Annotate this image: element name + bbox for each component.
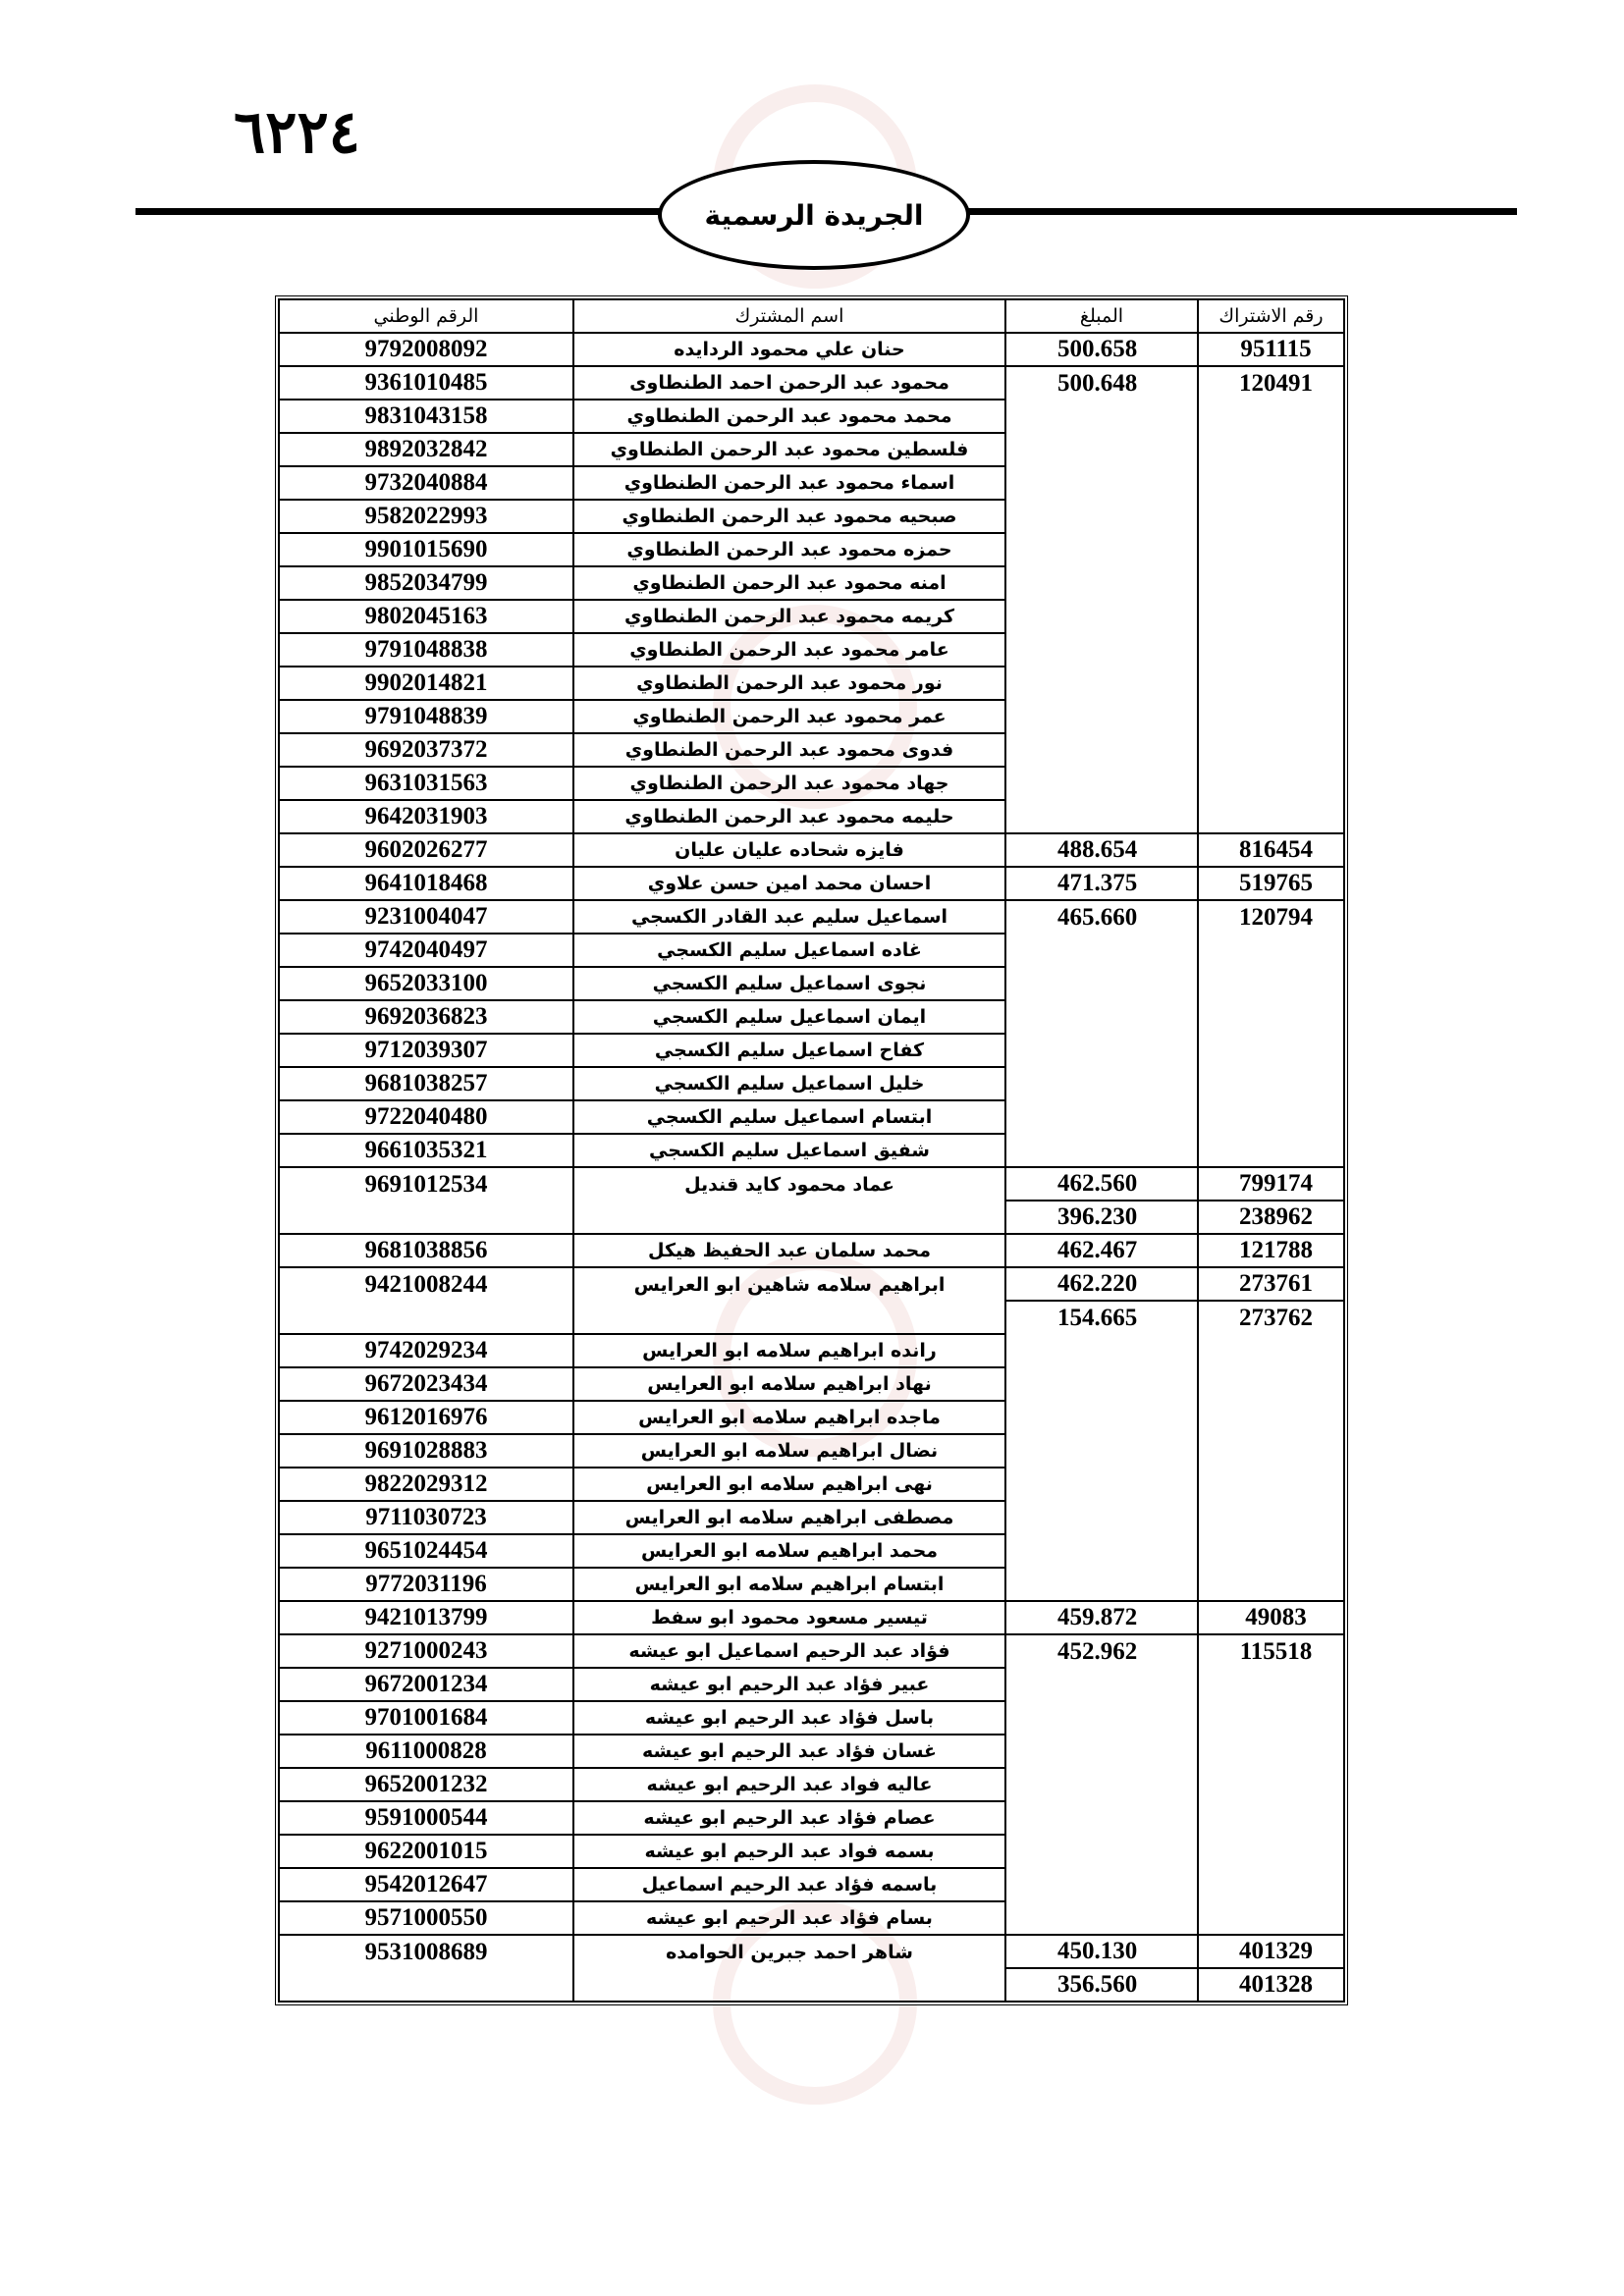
table-row: [280, 501, 1345, 534]
subscriber-name-cell: شاهر احمد جبرين الحوامده: [574, 1936, 1006, 1969]
subscriber-name-cell: عاليه فواد عبد الرحيم ابو عيشه: [574, 1769, 1006, 1802]
table-row: [280, 1836, 1345, 1869]
subscription-number-cell: 401329: [1199, 1936, 1345, 1969]
amount-cell: [1006, 1836, 1199, 1869]
national-id-cell: 9602026277: [280, 834, 574, 868]
amount-cell: [1006, 1468, 1199, 1502]
subscription-number-cell: 120794: [1199, 901, 1345, 934]
subscription-number-cell: 799174: [1199, 1168, 1345, 1201]
subscription-number-cell: 121788: [1199, 1235, 1345, 1268]
national-id-cell: 9681038257: [280, 1068, 574, 1101]
table-row: [280, 1869, 1345, 1902]
national-id-cell: 9361010485: [280, 367, 574, 400]
subscriber-name-cell: ابراهيم سلامه شاهين ابو العرايس: [574, 1268, 1006, 1302]
national-id-cell: 9772031196: [280, 1569, 574, 1602]
table-row: [280, 1769, 1345, 1802]
subscription-number-cell: [1199, 434, 1345, 467]
subscriber-name-cell: محمد ابراهيم سلامه ابو العرايس: [574, 1535, 1006, 1569]
subscriber-name-cell: بسمه فواد عبد الرحيم ابو عيشه: [574, 1836, 1006, 1869]
header-oval: [658, 160, 970, 270]
subscription-number-cell: [1199, 1769, 1345, 1802]
subscriber-name-cell: عبير فؤاد عبد الرحيم ابو عيشه: [574, 1669, 1006, 1702]
subscriber-name-cell: غسان فؤاد عبد الرحيم ابو عيشه: [574, 1735, 1006, 1769]
amount-cell: 462.560: [1006, 1168, 1199, 1201]
national-id-cell: 9791048839: [280, 701, 574, 734]
subscription-number-cell: [1199, 1368, 1345, 1402]
national-id-cell: 9651024454: [280, 1535, 574, 1569]
subscriber-name-cell: فؤاد عبد الرحيم اسماعيل ابو عيشه: [574, 1635, 1006, 1669]
table-header-row: [280, 300, 1345, 334]
subscription-number-cell: [1199, 1068, 1345, 1101]
subscription-number-cell: 49083: [1199, 1602, 1345, 1635]
subscription-number-cell: [1199, 1535, 1345, 1569]
national-id-cell: 9712039307: [280, 1035, 574, 1068]
amount-cell: [1006, 501, 1199, 534]
subscriber-name-cell: حنان علي محمود الردايده: [574, 334, 1006, 367]
subscriber-name-cell: ماجده ابراهيم سلامه ابو العرايس: [574, 1402, 1006, 1435]
subscriber-name-cell: خليل اسماعيل سليم الكسجي: [574, 1068, 1006, 1101]
amount-cell: 154.665: [1006, 1302, 1199, 1335]
table-row: [280, 1368, 1345, 1402]
subscriber-name-cell: باسل فؤاد عبد الرحيم ابو عيشه: [574, 1702, 1006, 1735]
amount-cell: [1006, 1402, 1199, 1435]
subscription-number-cell: [1199, 467, 1345, 501]
amount-cell: [1006, 534, 1199, 567]
amount-cell: [1006, 400, 1199, 434]
national-id-cell: 9622001015: [280, 1836, 574, 1869]
national-id-cell: 9681038856: [280, 1235, 574, 1268]
table-row: [280, 901, 1345, 934]
national-id-cell: 9742040497: [280, 934, 574, 968]
national-id-cell: 9672001234: [280, 1669, 574, 1702]
table-row: [280, 567, 1345, 601]
subscription-number-cell: [1199, 734, 1345, 768]
table-row: [280, 1101, 1345, 1135]
national-id-cell: 9691012534: [280, 1168, 574, 1201]
amount-cell: [1006, 801, 1199, 834]
amount-cell: [1006, 1001, 1199, 1035]
amount-cell: 488.654: [1006, 834, 1199, 868]
table-row: [280, 1502, 1345, 1535]
table-row: [280, 1335, 1345, 1368]
amount-cell: [1006, 1902, 1199, 1936]
national-id-cell: 9531008689: [280, 1936, 574, 1969]
header-national-id: الرقم الوطني: [280, 300, 574, 334]
subscriber-name-cell: كفاح اسماعيل سليم الكسجي: [574, 1035, 1006, 1068]
table-row: [280, 1969, 1345, 2002]
amount-cell: [1006, 1135, 1199, 1168]
subscription-number-cell: 519765: [1199, 868, 1345, 901]
national-id-cell: [280, 1302, 574, 1335]
national-id-cell: 9571000550: [280, 1902, 574, 1936]
national-id-cell: 9231004047: [280, 901, 574, 934]
table-row: [280, 1135, 1345, 1168]
subscription-number-cell: [1199, 1836, 1345, 1869]
national-id-cell: 9672023434: [280, 1368, 574, 1402]
subscriber-name-cell: عصام فؤاد عبد الرحيم ابو عيشه: [574, 1802, 1006, 1836]
amount-cell: [1006, 1802, 1199, 1836]
table-row: [280, 1602, 1345, 1635]
table-row: [280, 1902, 1345, 1936]
national-id-cell: 9591000544: [280, 1802, 574, 1836]
table-row: [280, 434, 1345, 467]
national-id-cell: 9692037372: [280, 734, 574, 768]
subscriber-name-cell: ابتسام ابراهيم سلامه ابو العرايس: [574, 1569, 1006, 1602]
national-id-cell: 9582022993: [280, 501, 574, 534]
amount-cell: [1006, 1535, 1199, 1569]
table-row: [280, 334, 1345, 367]
subscriber-name-cell: فايزه شحاده عليان عليان: [574, 834, 1006, 868]
subscriber-name-cell: نضال ابراهيم سلامه ابو العرايس: [574, 1435, 1006, 1468]
subscriber-name-cell: ايمان اسماعيل سليم الكسجي: [574, 1001, 1006, 1035]
national-id-cell: 9612016976: [280, 1402, 574, 1435]
table-row: [280, 1635, 1345, 1669]
table-row: [280, 1535, 1345, 1569]
subscriber-name-cell: باسمه فؤاد عبد الرحيم اسماعيل: [574, 1869, 1006, 1902]
subscriber-name-cell: محمود عبد الرحمن احمد الطنطاوى: [574, 367, 1006, 400]
national-id-cell: 9732040884: [280, 467, 574, 501]
table-row: [280, 367, 1345, 400]
subscriber-name-cell: نهى ابراهيم سلامه ابو العرايس: [574, 1468, 1006, 1502]
subscription-number-cell: [1199, 1402, 1345, 1435]
table-row: [280, 734, 1345, 768]
national-id-cell: 9691028883: [280, 1435, 574, 1468]
subscriber-name-cell: محمد محمود عبد الرحمن الطنطاوي: [574, 400, 1006, 434]
amount-cell: [1006, 1735, 1199, 1769]
amount-cell: [1006, 1335, 1199, 1368]
table-row: [280, 968, 1345, 1001]
table-row: [280, 834, 1345, 868]
table-row: [280, 1168, 1345, 1201]
subscription-number-cell: [1199, 501, 1345, 534]
subscriber-name-cell: نور محمود عبد الرحمن الطنطاوي: [574, 667, 1006, 701]
table-row: [280, 1569, 1345, 1602]
amount-cell: 465.660: [1006, 901, 1199, 934]
subscriber-name-cell: صبحيه محمود عبد الرحمن الطنطاوي: [574, 501, 1006, 534]
subscriber-name-cell: اسماء محمود عبد الرحمن الطنطاوي: [574, 467, 1006, 501]
amount-cell: 462.467: [1006, 1235, 1199, 1268]
table-row: [280, 801, 1345, 834]
national-id-cell: 9792008092: [280, 334, 574, 367]
table-row: [280, 667, 1345, 701]
amount-cell: [1006, 467, 1199, 501]
national-id-cell: 9892032842: [280, 434, 574, 467]
national-id-cell: 9802045163: [280, 601, 574, 634]
subscriber-name-cell: حمزه محمود عبد الرحمن الطنطاوي: [574, 534, 1006, 567]
national-id-cell: 9542012647: [280, 1869, 574, 1902]
amount-cell: [1006, 1669, 1199, 1702]
amount-cell: [1006, 1068, 1199, 1101]
subscription-number-cell: 951115: [1199, 334, 1345, 367]
subscription-number-cell: [1199, 934, 1345, 968]
national-id-cell: 9722040480: [280, 1101, 574, 1135]
national-id-cell: 9271000243: [280, 1635, 574, 1669]
subscriber-name-cell: [574, 1302, 1006, 1335]
subscription-number-cell: [1199, 1035, 1345, 1068]
national-id-cell: 9641018468: [280, 868, 574, 901]
amount-cell: [1006, 634, 1199, 667]
national-id-cell: 9831043158: [280, 400, 574, 434]
subscriber-name-cell: عماد محمود كايد قنديل: [574, 1168, 1006, 1201]
national-id-cell: 9611000828: [280, 1735, 574, 1769]
amount-cell: [1006, 1502, 1199, 1535]
subscriber-name-cell: نجوى اسماعيل سليم الكسجي: [574, 968, 1006, 1001]
amount-cell: 452.962: [1006, 1635, 1199, 1669]
table-row: [280, 1402, 1345, 1435]
table-row: [280, 534, 1345, 567]
table-body: [280, 334, 1345, 2002]
table-row: [280, 1201, 1345, 1235]
subscriber-name-cell: كريمه محمود عبد الرحمن الطنطاوي: [574, 601, 1006, 634]
amount-cell: [1006, 734, 1199, 768]
subscriber-name-cell: مصطفى ابراهيم سلامه ابو العرايس: [574, 1502, 1006, 1535]
national-id-cell: 9742029234: [280, 1335, 574, 1368]
table-row: [280, 1001, 1345, 1035]
amount-cell: 356.560: [1006, 1969, 1199, 2002]
amount-cell: [1006, 567, 1199, 601]
subscription-number-cell: [1199, 1569, 1345, 1602]
amount-cell: 462.220: [1006, 1268, 1199, 1302]
table-row: [280, 1669, 1345, 1702]
national-id-cell: 9692036823: [280, 1001, 574, 1035]
subscriber-name-cell: اسماعيل سليم عبد القادر الكسجي: [574, 901, 1006, 934]
amount-cell: [1006, 1368, 1199, 1402]
header-subscriber-name: اسم المشترك: [574, 300, 1006, 334]
subscription-number-cell: [1199, 701, 1345, 734]
national-id-cell: [280, 1969, 574, 2002]
national-id-cell: 9421008244: [280, 1268, 574, 1302]
subscribers-table-wrapper: [278, 298, 1343, 2002]
table-row: [280, 1468, 1345, 1502]
subscription-number-cell: [1199, 634, 1345, 667]
national-id-cell: 9822029312: [280, 1468, 574, 1502]
table-row: [280, 1268, 1345, 1302]
subscription-number-cell: [1199, 1135, 1345, 1168]
amount-cell: [1006, 434, 1199, 467]
table-row: [280, 1068, 1345, 1101]
subscriber-name-cell: احسان محمد امين حسن علاوي: [574, 868, 1006, 901]
amount-cell: [1006, 1702, 1199, 1735]
subscription-number-cell: [1199, 1902, 1345, 1936]
national-id-cell: [280, 1201, 574, 1235]
national-id-cell: 9791048838: [280, 634, 574, 667]
national-id-cell: 9652001232: [280, 1769, 574, 1802]
national-id-cell: 9421013799: [280, 1602, 574, 1635]
subscription-number-cell: 816454: [1199, 834, 1345, 868]
subscriber-name-cell: حليمه محمود عبد الرحمن الطنطاوي: [574, 801, 1006, 834]
subscription-number-cell: 238962: [1199, 1201, 1345, 1235]
amount-cell: [1006, 1435, 1199, 1468]
table-row: [280, 467, 1345, 501]
national-id-cell: 9642031903: [280, 801, 574, 834]
subscriber-name-cell: امنه محمود عبد الرحمن الطنطاوي: [574, 567, 1006, 601]
table-row: [280, 1802, 1345, 1836]
subscription-number-cell: [1199, 1669, 1345, 1702]
table-row: [280, 1936, 1345, 1969]
subscriber-name-cell: فدوى محمود عبد الرحمن الطنطاوي: [574, 734, 1006, 768]
amount-cell: 500.658: [1006, 334, 1199, 367]
subscription-number-cell: [1199, 1702, 1345, 1735]
amount-cell: [1006, 1869, 1199, 1902]
subscriber-name-cell: [574, 1201, 1006, 1235]
subscription-number-cell: [1199, 1335, 1345, 1368]
table-row: [280, 1735, 1345, 1769]
national-id-cell: 9711030723: [280, 1502, 574, 1535]
subscription-number-cell: 115518: [1199, 1635, 1345, 1669]
subscription-number-cell: [1199, 667, 1345, 701]
subscription-number-cell: [1199, 968, 1345, 1001]
table-row: [280, 1035, 1345, 1068]
subscription-number-cell: 273761: [1199, 1268, 1345, 1302]
national-id-cell: 9902014821: [280, 667, 574, 701]
table-row: [280, 934, 1345, 968]
subscriber-name-cell: محمد سلمان عبد الحفيظ هيكل: [574, 1235, 1006, 1268]
gazette-title: الجريدة الرسمية: [704, 198, 924, 232]
header-subscription-number: رقم الاشتراك: [1199, 300, 1345, 334]
subscriber-name-cell: عامر محمود عبد الرحمن الطنطاوي: [574, 634, 1006, 667]
subscription-number-cell: [1199, 768, 1345, 801]
subscription-number-cell: [1199, 1001, 1345, 1035]
subscription-number-cell: [1199, 1435, 1345, 1468]
subscription-number-cell: 273762: [1199, 1302, 1345, 1335]
amount-cell: [1006, 1569, 1199, 1602]
subscription-number-cell: [1199, 1502, 1345, 1535]
subscription-number-cell: [1199, 1468, 1345, 1502]
table-row: [280, 1302, 1345, 1335]
table-row: [280, 601, 1345, 634]
subscription-number-cell: [1199, 1101, 1345, 1135]
amount-cell: [1006, 968, 1199, 1001]
subscriber-name-cell: فلسطين محمود عبد الرحمن الطنطاوي: [574, 434, 1006, 467]
subscriber-name-cell: ابتسام اسماعيل سليم الكسجي: [574, 1101, 1006, 1135]
amount-cell: [1006, 1769, 1199, 1802]
table-row: [280, 1235, 1345, 1268]
table-row: [280, 1702, 1345, 1735]
subscriber-name-cell: [574, 1969, 1006, 2002]
table-row: [280, 400, 1345, 434]
amount-cell: 459.872: [1006, 1602, 1199, 1635]
subscribers-table: [278, 298, 1345, 2002]
amount-cell: [1006, 768, 1199, 801]
subscriber-name-cell: بسام فؤاد عبد الرحيم ابو عيشه: [574, 1902, 1006, 1936]
amount-cell: [1006, 1035, 1199, 1068]
amount-cell: 396.230: [1006, 1201, 1199, 1235]
amount-cell: [1006, 934, 1199, 968]
subscriber-name-cell: نهاد ابراهيم سلامه ابو العرايس: [574, 1368, 1006, 1402]
subscriber-name-cell: غاده اسماعيل سليم الكسجي: [574, 934, 1006, 968]
amount-cell: 450.130: [1006, 1936, 1199, 1969]
national-id-cell: 9701001684: [280, 1702, 574, 1735]
subscriber-name-cell: رانده ابراهيم سلامه ابو العرايس: [574, 1335, 1006, 1368]
subscription-number-cell: [1199, 1735, 1345, 1769]
amount-cell: [1006, 601, 1199, 634]
table-row: [280, 868, 1345, 901]
subscriber-name-cell: عمر محمود عبد الرحمن الطنطاوي: [574, 701, 1006, 734]
amount-cell: 471.375: [1006, 868, 1199, 901]
header-amount: المبلغ: [1006, 300, 1199, 334]
amount-cell: [1006, 1101, 1199, 1135]
table-row: [280, 1435, 1345, 1468]
amount-cell: [1006, 701, 1199, 734]
subscription-number-cell: [1199, 801, 1345, 834]
national-id-cell: 9652033100: [280, 968, 574, 1001]
table-row: [280, 701, 1345, 734]
subscription-number-cell: [1199, 567, 1345, 601]
table-row: [280, 634, 1345, 667]
national-id-cell: 9661035321: [280, 1135, 574, 1168]
national-id-cell: 9901015690: [280, 534, 574, 567]
subscription-number-cell: 401328: [1199, 1969, 1345, 2002]
subscriber-name-cell: تيسير مسعود محمود ابو سفط: [574, 1602, 1006, 1635]
subscription-number-cell: [1199, 1869, 1345, 1902]
page-number: ٦٢٢٤: [234, 98, 360, 167]
table-row: [280, 768, 1345, 801]
national-id-cell: 9631031563: [280, 768, 574, 801]
subscription-number-cell: [1199, 601, 1345, 634]
subscriber-name-cell: شفيق اسماعيل سليم الكسجي: [574, 1135, 1006, 1168]
amount-cell: [1006, 667, 1199, 701]
amount-cell: 500.648: [1006, 367, 1199, 400]
subscriber-name-cell: جهاد محمود عبد الرحمن الطنطاوي: [574, 768, 1006, 801]
subscription-number-cell: [1199, 1802, 1345, 1836]
subscription-number-cell: 120491: [1199, 367, 1345, 400]
subscription-number-cell: [1199, 400, 1345, 434]
national-id-cell: 9852034799: [280, 567, 574, 601]
subscription-number-cell: [1199, 534, 1345, 567]
